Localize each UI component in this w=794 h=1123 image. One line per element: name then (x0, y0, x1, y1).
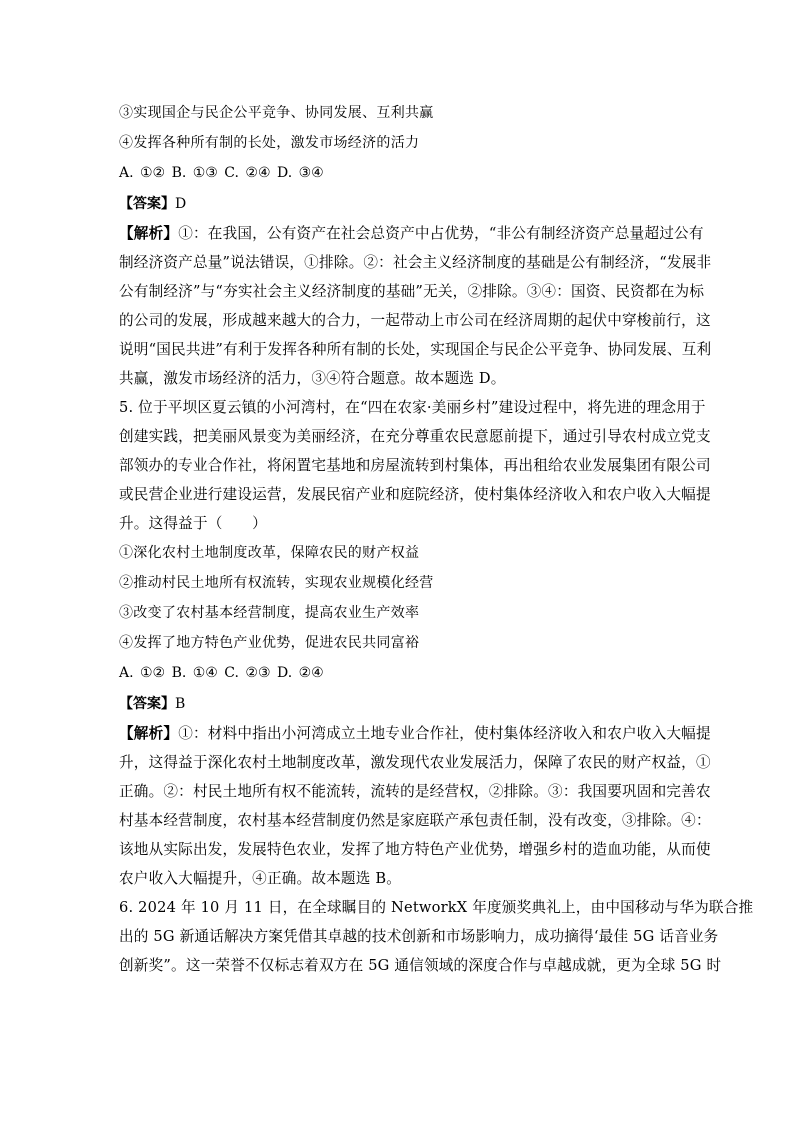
q4-answer-label: 【答案】 (119, 196, 175, 212)
q5-answer-value: B (175, 696, 186, 712)
q4-analysis-line: 的公司的发展，形成越来越大的合力，一起带动上市公司在经济周期的起伏中穿梭前行，这 (119, 312, 711, 329)
q4-analysis-line: 说明“国民共进”有利于发挥各种所有制的长处，实现国企与民企公平竞争、协同发展、互利 (119, 341, 712, 358)
q6-stem-line: 6. 2024 年 10 月 11 日，在全球瞩目的 NetworkX 年度颁奖典礼上，由中国移动与华为联合推 (119, 899, 754, 916)
q4-analysis-label: 【解析】 (119, 225, 179, 242)
q6-stem-line: 创新奖”。这一荣誉不仅标志着双方在 5G 通信领域的深度合作与卓越成就，更为全球 5G 时 (119, 957, 722, 974)
q5-analysis-line: 农户收入大幅提升，④正确。故本题选 B。 (119, 870, 402, 887)
q5-analysis-line: 该地从实际出发，发展特色农业，发挥了地方特色产业优势，增强乡村的造血功能，从而使 (119, 841, 711, 858)
q5-option-1: ①深化农村土地制度改革，保障农民的财产权益 (119, 545, 420, 561)
q5-analysis-line (119, 724, 711, 744)
q5-option-3: ③改变了农村基本经营制度，提高农业生产效率 (119, 605, 420, 621)
q4-answer-value: D (175, 196, 187, 212)
q4-analysis (119, 224, 712, 389)
q5-choices: A. ①② B. ①④ C. ②③ D. ②④ (119, 665, 324, 681)
q4-analysis-text: ①：在我国，公有资产在社会总资产中占优势，“非公有制经济资产总量超过公有 (178, 225, 704, 242)
q4-analysis-line: 制经济资产总量”说法错误，①排除。②：社会主义经济制度的基础是公有制经济，“发展非 (119, 254, 712, 271)
q5-stem-line: 创建实践，把美丽风景变为美丽经济，在充分尊重农民意愿前提下，通过引导农村成立党支 (119, 428, 711, 445)
q5-analysis-line: 升，这得益于深化农村土地制度改革，激发现代农业发展活力，保障了农民的财产权益，① (119, 754, 711, 771)
q6-stem (119, 898, 754, 976)
q5-analysis-label: 【解析】 (119, 725, 179, 742)
q4-option-4: ④发挥各种所有制的长处，激发市场经济的活力 (119, 135, 420, 151)
q4-answer (119, 194, 679, 214)
q5-stem-line: 5. 位于平坝区夏云镇的小河湾村，在“四在农家·美丽乡村”建设过程中，将先进的理念用于 (119, 399, 706, 416)
q5-option-2: ②推动村民土地所有权流转，实现农业规模化经营 (119, 575, 434, 591)
q5-answer-label: 【答案】 (119, 696, 175, 712)
q4-analysis-line (119, 224, 704, 244)
q4-choices: A. ①② B. ①③ C. ②④ D. ③④ (119, 165, 324, 181)
q5-stem-line: 或民营企业进行建设运营，发展民宿产业和庭院经济，使村集体经济收入和农户收入大幅提 (119, 486, 711, 503)
q4-analysis-line: 公有制经济”与“夯实社会主义经济制度的基础”无关，②排除。③④：国资、民资都在为标 (119, 283, 705, 300)
q5-stem-line: 部领办的专业合作社，将闲置宅基地和房屋流转到村集体，再出租给农业发展集团有限公司 (119, 457, 711, 474)
q5-answer (119, 694, 679, 714)
q4-analysis-line: 共赢，激发市场经济的活力，③④符合题意。故本题选 D。 (119, 370, 506, 387)
q5-option-4: ④发挥了地方特色产业优势，促进农民共同富裕 (119, 635, 420, 651)
q4-option-3: ③实现国企与民企公平竞争、协同发展、互利共赢 (119, 105, 434, 121)
q5-analysis-text: ①：材料中指出小河湾成立土地专业合作社，使村集体经济收入和农户收入大幅提 (178, 725, 711, 742)
q5-analysis (119, 724, 711, 889)
q5-stem (119, 398, 711, 534)
q5-analysis-line: 正确。②：村民土地所有权不能流转，流转的是经营权，②排除。③：我国要巩固和完善农 (119, 783, 711, 800)
q6-stem-line: 出的 5G 新通话解决方案凭借其卓越的技术创新和市场影响力，成功摘得‘最佳 5G 话音业务 (119, 928, 719, 945)
q5-analysis-line: 村基本经营制度，农村基本经营制度仍然是家庭联产承包责任制，没有改变，③排除。④： (119, 812, 711, 829)
document-page (119, 103, 754, 985)
q5-stem-line: 升。这得益于（ ） (119, 515, 267, 532)
